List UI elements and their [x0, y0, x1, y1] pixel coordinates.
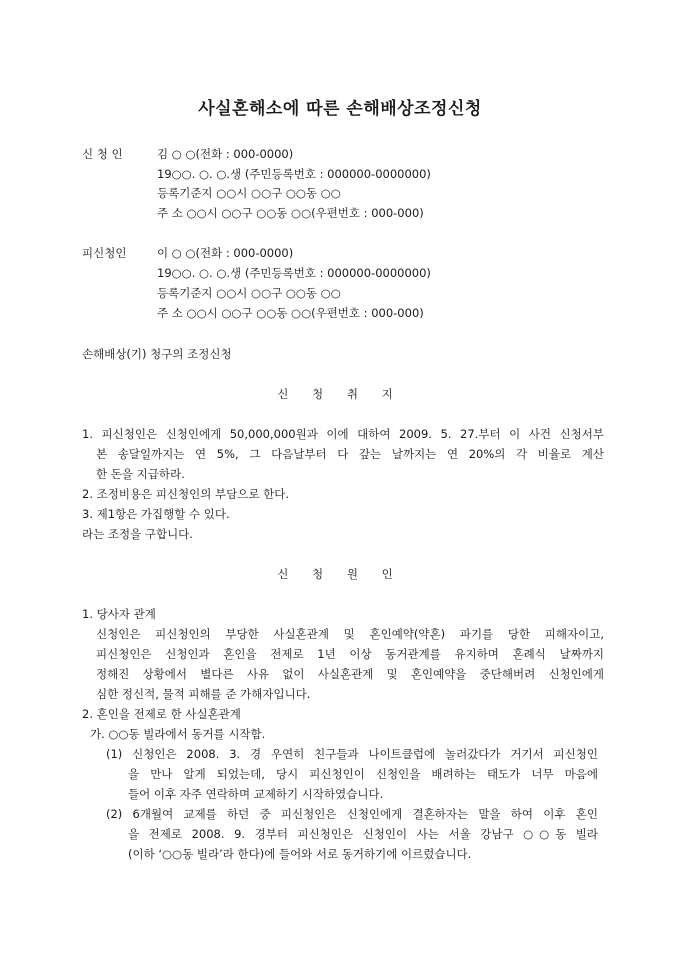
- cause-para-2-line-3: (이하 ‘○○동 빌라’라 한다)에 들어와 서로 동거하기에 이르렀습니다.: [128, 847, 472, 861]
- applicant-name-line: 김 ○ ○(전화 : 000-0000): [157, 147, 294, 161]
- applicant-address-line: 주 소 ○○시 ○○구 ○○동 ○○(우편번호 : 000-000): [157, 206, 424, 220]
- cause-para-2-line-2: 을 전제로 2008. 9. 경부터 피신청인은 신청인이 사는 서울 강남구 ○○동 빌라: [128, 827, 598, 841]
- cause-para-1-line-3: 들어 이후 자주 연락하며 교제하기 시작하였습니다.: [128, 787, 384, 801]
- cause-section-1-line-3: 정해진 상황에서 별다른 사유 없이 사실혼관계 및 혼인예약을 중단해버려 신청인에게: [96, 667, 604, 681]
- cause-section-1-line-2: 피신청인은 신청인과 혼인을 전제로 1년 이상 동거관계를 유지하며 혼례식 날짜까지: [96, 647, 604, 661]
- cause-section-2-sub-a: 가. ○○동 빌라에서 동거를 시작함.: [90, 727, 266, 741]
- purpose-item-2: 2. 조정비용은 피신청인의 부담으로 한다.: [82, 487, 289, 501]
- respondent-name-line: 이 ○ ○(전화 : 000-0000): [157, 246, 294, 260]
- purpose-item-3: 3. 제1항은 가집행할 수 있다.: [82, 507, 230, 521]
- cause-section-1-line-4: 심한 정신적, 물적 피해를 준 가해자입니다.: [96, 687, 311, 701]
- cause-section-2-title: 2. 혼인을 전제로 한 사실혼관계: [82, 707, 241, 721]
- respondent-label: 피신청인: [82, 246, 127, 260]
- applicant-birth-line: 19○○. ○. ○.생 (주민등록번호 : 000000-0000000): [157, 167, 431, 181]
- respondent-address-line: 주 소 ○○시 ○○구 ○○동 ○○(우편번호 : 000-000): [157, 306, 424, 320]
- respondent-registry-line: 등록기준지 ○○시 ○○구 ○○동 ○○: [157, 286, 341, 300]
- cause-para-2-line-1: (2) 6개월여 교제를 하던 중 피신청인은 신청인에게 결혼하자는 말을 하여 이후 혼인: [106, 807, 598, 821]
- cause-section-1-title: 1. 당사자 관계: [82, 607, 156, 621]
- purpose-closing: 라는 조정을 구합니다.: [82, 527, 193, 541]
- cause-heading: 신 청 원 인: [277, 567, 403, 581]
- claim-line: 손해배상(기) 청구의 조정신청: [82, 347, 232, 361]
- respondent-birth-line: 19○○. ○. ○.생 (주민등록번호 : 000000-0000000): [157, 266, 431, 280]
- purpose-heading: 신 청 취 지: [277, 387, 403, 401]
- cause-section-1-line-1: 신청인은 피신청인의 부당한 사실혼관계 및 혼인예약(약혼) 파기를 당한 피해자이고,: [96, 627, 604, 641]
- purpose-item-1-line-3: 한 돈을 지급하라.: [96, 467, 185, 481]
- purpose-item-1-line-1: 1. 피신청인은 신청인에게 50,000,000원과 이에 대하여 2009. 5. 27.부터 이 사건 신청서부: [82, 427, 604, 441]
- applicant-registry-line: 등록기준지 ○○시 ○○구 ○○동 ○○: [157, 186, 341, 200]
- document-title: 사실혼해소에 따른 손해배상조정신청: [198, 99, 482, 119]
- cause-para-1-line-2: 을 만나 알게 되었는데, 당시 피신청인이 신청인을 배려하는 태도가 너무 마음에: [128, 767, 598, 781]
- applicant-label: 신 청 인: [82, 147, 123, 161]
- purpose-item-1-line-2: 본 송달일까지는 연 5%, 그 다음날부터 다 갚는 날까지는 연 20%의 각 비율로 계산: [96, 447, 604, 461]
- cause-para-1-line-1: (1) 신청인은 2008. 3. 경 우연히 친구들과 나이트클럽에 놀러갔다가 거기서 피신청인: [106, 747, 598, 761]
